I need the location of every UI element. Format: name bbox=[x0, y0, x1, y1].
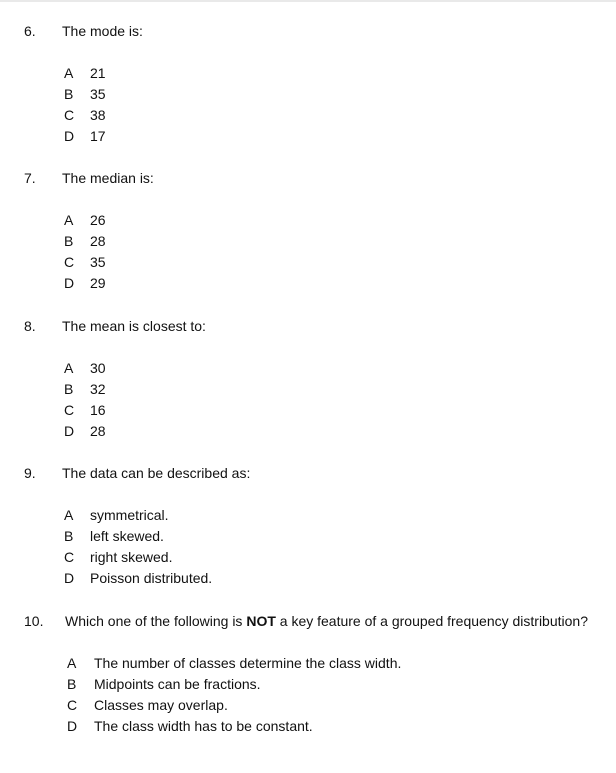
option-text: The number of classes determine the class width. bbox=[94, 655, 402, 671]
option-text: 35 bbox=[90, 86, 106, 102]
option-d[interactable] bbox=[64, 569, 212, 590]
option-letter: A bbox=[67, 655, 77, 671]
option-c[interactable] bbox=[67, 696, 401, 717]
option-text: 30 bbox=[90, 360, 106, 376]
option-letter: B bbox=[67, 676, 77, 692]
option-b[interactable] bbox=[67, 675, 401, 696]
option-text: Poisson distributed. bbox=[90, 570, 213, 586]
option-letter: C bbox=[64, 549, 75, 565]
option-letter: D bbox=[64, 570, 75, 586]
option-b[interactable] bbox=[64, 380, 106, 401]
option-text: 16 bbox=[90, 402, 106, 418]
option-d[interactable] bbox=[64, 422, 106, 443]
option-letter: A bbox=[64, 65, 74, 81]
option-a[interactable] bbox=[64, 64, 106, 85]
option-text: Midpoints can be fractions. bbox=[94, 676, 261, 692]
option-letter: B bbox=[64, 528, 74, 544]
option-d[interactable] bbox=[67, 717, 401, 738]
option-a[interactable] bbox=[64, 211, 106, 232]
option-text: symmetrical. bbox=[90, 507, 169, 523]
option-a[interactable] bbox=[64, 506, 212, 527]
option-text: right skewed. bbox=[90, 549, 173, 565]
option-text: 29 bbox=[90, 275, 106, 291]
option-letter: D bbox=[64, 128, 75, 144]
option-letter: D bbox=[64, 275, 75, 291]
option-letter: D bbox=[67, 718, 78, 734]
option-c[interactable] bbox=[64, 401, 106, 422]
option-list bbox=[64, 211, 106, 295]
option-letter: A bbox=[64, 360, 74, 376]
option-a[interactable] bbox=[67, 654, 401, 675]
option-letter: B bbox=[64, 381, 74, 397]
option-text: 38 bbox=[90, 107, 106, 123]
option-text: 17 bbox=[90, 128, 106, 144]
question-text-before: Which one of the following is bbox=[65, 613, 247, 629]
question-text: The data can be described as: bbox=[62, 465, 251, 481]
option-letter: C bbox=[64, 402, 75, 418]
option-text: 21 bbox=[90, 65, 106, 81]
question-text: The mean is closest to: bbox=[62, 318, 206, 334]
option-letter: B bbox=[64, 86, 74, 102]
question-text bbox=[65, 612, 588, 630]
option-b[interactable] bbox=[64, 232, 106, 253]
option-list bbox=[64, 506, 212, 590]
top-divider bbox=[0, 0, 616, 2]
option-letter: D bbox=[64, 423, 75, 439]
question-number: 8. bbox=[24, 318, 36, 334]
option-letter: C bbox=[64, 107, 75, 123]
question-number: 9. bbox=[24, 465, 36, 481]
option-b[interactable] bbox=[64, 527, 212, 548]
option-d[interactable] bbox=[64, 274, 106, 295]
question-number: 7. bbox=[24, 170, 36, 186]
question-number: 10. bbox=[24, 613, 44, 629]
option-text: 26 bbox=[90, 212, 106, 228]
option-list bbox=[64, 359, 106, 443]
question-text: The mode is: bbox=[62, 23, 143, 39]
question-text-after: a key feature of a grouped frequency distribution? bbox=[275, 613, 588, 629]
option-letter: B bbox=[64, 233, 74, 249]
option-letter: C bbox=[64, 254, 75, 270]
question-number: 6. bbox=[24, 23, 36, 39]
option-text: The class width has to be constant. bbox=[94, 718, 313, 734]
option-text: 28 bbox=[90, 423, 106, 439]
question-text: The median is: bbox=[62, 170, 154, 186]
option-letter: C bbox=[67, 697, 78, 713]
option-b[interactable] bbox=[64, 85, 106, 106]
option-d[interactable] bbox=[64, 127, 106, 148]
option-text: 28 bbox=[90, 233, 106, 249]
option-text: Classes may overlap. bbox=[94, 697, 228, 713]
option-a[interactable] bbox=[64, 359, 106, 380]
option-list bbox=[64, 64, 106, 148]
option-letter: A bbox=[64, 212, 74, 228]
option-text: left skewed. bbox=[90, 528, 164, 544]
option-c[interactable] bbox=[64, 253, 106, 274]
option-text: 32 bbox=[90, 381, 106, 397]
option-c[interactable] bbox=[64, 548, 212, 569]
option-letter: A bbox=[64, 507, 74, 523]
question-text-emphasis: NOT bbox=[246, 613, 276, 629]
option-list bbox=[67, 654, 401, 738]
option-c[interactable] bbox=[64, 106, 106, 127]
option-text: 35 bbox=[90, 254, 106, 270]
